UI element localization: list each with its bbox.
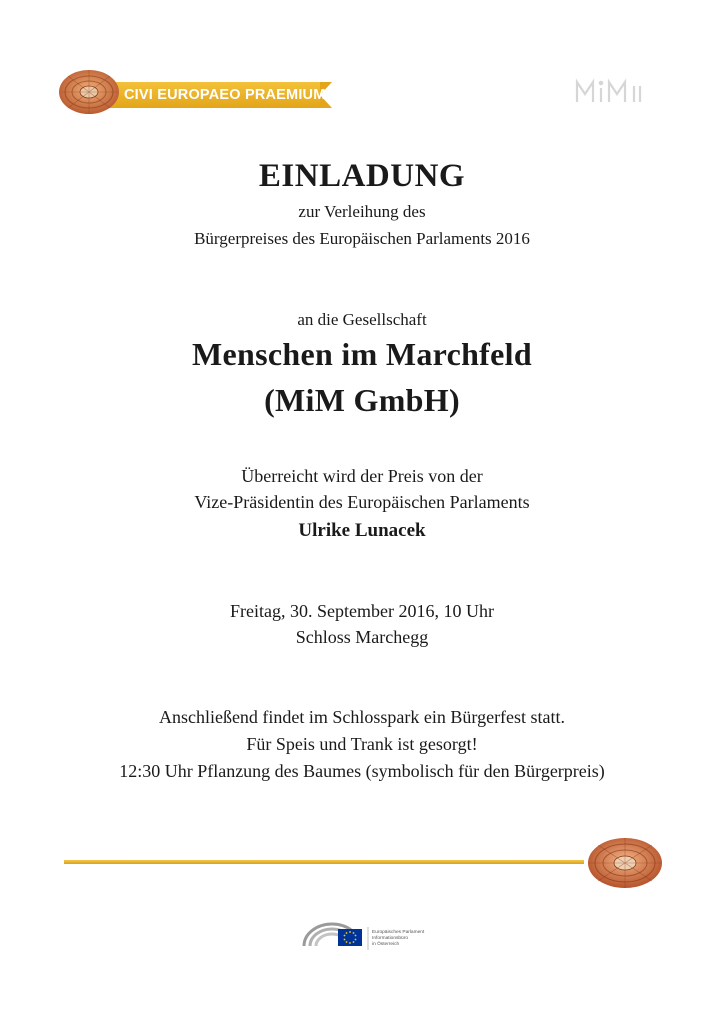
recipient-name: Menschen im Marchfeld <box>192 336 532 372</box>
recipient-intro: an die Gesellschaft <box>297 310 427 329</box>
civi-europaeo-praemium-logo <box>58 68 328 116</box>
presenter-line-2: Vize-Präsidentin des Europäischen Parlaments <box>194 492 530 512</box>
mim-watermark <box>574 76 646 104</box>
invitation-title: EINLADUNG <box>258 158 466 194</box>
event-date: Freitag, 30. September 2016, 10 Uhr <box>230 601 494 621</box>
hemicycle-icon <box>58 68 120 116</box>
logo-text: CIVI EUROPAEO PRAEMIUM <box>124 87 326 103</box>
presenter-name: Ulrike Lunacek <box>298 520 426 541</box>
svg-text:in Österreich: in Österreich <box>372 942 400 947</box>
svg-text:Europäisches Parlament: Europäisches Parlament <box>372 930 425 935</box>
european-parliament-logo <box>302 916 452 954</box>
presenter-line-1: Überreicht wird der Preis von der <box>241 466 483 486</box>
event-location: Schloss Marchegg <box>295 627 429 647</box>
svg-text:Informationsbüro: Informationsbüro <box>372 936 408 941</box>
afterwards-line-1: Anschließend findet im Schlosspark ein Bürgerfest statt. <box>158 707 566 727</box>
afterwards-line-3: 12:30 Uhr Pflanzung des Baumes (symbolisch für den Bürgerpreis) <box>119 761 605 781</box>
recipient-company: (MiM GmbH) <box>264 382 460 418</box>
subtitle-line-2: Bürgerpreises des Europäischen Parlaments 2016 <box>194 229 530 248</box>
hemicycle-icon <box>586 836 664 890</box>
gold-divider <box>64 860 584 864</box>
subtitle-line-1: zur Verleihung des <box>298 202 426 221</box>
eu-flag-icon <box>338 929 362 946</box>
afterwards-line-2: Für Speis und Trank ist gesorgt! <box>246 734 478 754</box>
